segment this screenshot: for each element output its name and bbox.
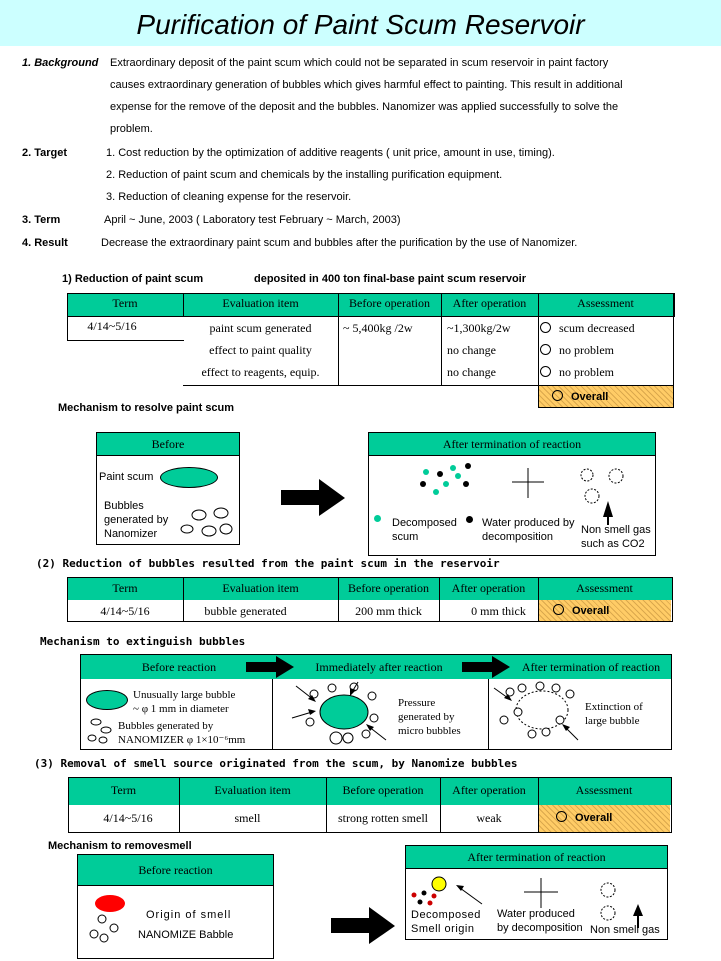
nanomizer-bubbles-icon bbox=[170, 500, 240, 542]
background-line: causes extraordinary generation of bubbles which gives harmful effect to painting. This result in additional bbox=[110, 79, 623, 91]
divider bbox=[338, 293, 339, 385]
mech3-after-header: After termination of reaction bbox=[405, 845, 668, 869]
section3-after: weak bbox=[476, 811, 502, 825]
assessment-text: scum decreased bbox=[559, 321, 635, 335]
section1-header-term: Term bbox=[112, 296, 138, 310]
non-smell-gas-label: Non smell gas bbox=[590, 924, 660, 936]
decomposed-scum-dots-icon bbox=[418, 462, 478, 500]
section2-header-assessment: Assessment bbox=[576, 581, 633, 595]
water-cross-icon bbox=[512, 468, 544, 500]
mech2-header-before: Before reaction bbox=[141, 660, 217, 674]
target-item: 1. Cost reduction by the optimization of additive reagents ( unit price, amount in use, timing). bbox=[106, 147, 555, 159]
section3-header-item: Evaluation item bbox=[214, 783, 291, 797]
section2-after: 0 mm thick bbox=[471, 604, 526, 618]
large-bubble-label bbox=[133, 688, 235, 716]
small-bubbles-icon bbox=[86, 718, 116, 744]
section3-overall bbox=[556, 811, 612, 824]
assessment-text: no problem bbox=[559, 365, 614, 379]
section1-header-after: After operation bbox=[452, 296, 527, 310]
large-bubble-line: ~ φ 1 mm in diameter bbox=[133, 703, 229, 715]
decomposed-smell-icon bbox=[410, 874, 485, 908]
bubbles-label-line: generated by bbox=[104, 514, 169, 526]
mech2-header-after: After termination of reaction bbox=[521, 660, 661, 674]
background-line: problem. bbox=[110, 123, 153, 135]
target-item: 2. Reduction of paint scum and chemicals by the installing purification equipment. bbox=[106, 169, 503, 181]
water-line: Water produced by bbox=[482, 517, 575, 529]
arrow-right-icon bbox=[462, 656, 512, 678]
target-list bbox=[106, 142, 706, 208]
pressure-line: Pressure bbox=[398, 697, 436, 709]
bubbles-label-line: Bubbles bbox=[104, 500, 144, 512]
term-text: April ~ June, 2003 ( Laboratory test February ~ March, 2003) bbox=[104, 214, 401, 226]
divider bbox=[272, 679, 273, 749]
decomposed-line: scum bbox=[392, 531, 419, 543]
section2-header-term: Term bbox=[112, 581, 138, 595]
circle-icon bbox=[552, 390, 563, 401]
section1-overall bbox=[552, 390, 608, 403]
decomposed-smell-line: Smell origin bbox=[411, 923, 475, 935]
gas-label bbox=[581, 523, 651, 551]
water-legend-icon bbox=[466, 516, 473, 523]
smell-origin-icon bbox=[95, 895, 125, 912]
section1-assessment bbox=[540, 317, 635, 383]
target-label: 2. Target bbox=[22, 147, 68, 159]
term-label: 3. Term bbox=[22, 214, 61, 226]
extinction-label bbox=[585, 700, 643, 728]
decomposed-smell-label bbox=[411, 908, 481, 936]
result-text: Decrease the extraordinary paint scum and bubbles after the purification by the use of Nanomizer. bbox=[101, 237, 578, 249]
background-label: 1. Background bbox=[22, 57, 99, 69]
divider bbox=[538, 407, 674, 408]
arrow-right-icon bbox=[331, 907, 397, 945]
pressure-line: micro bubbles bbox=[398, 725, 461, 737]
background-text bbox=[110, 52, 710, 140]
section3-item: smell bbox=[234, 811, 261, 825]
section1-header-before: Before operation bbox=[349, 296, 430, 310]
circle-icon bbox=[556, 811, 567, 822]
mech3-before-header: Before reaction bbox=[77, 854, 274, 886]
section2-header-item: Evaluation item bbox=[222, 581, 299, 595]
section3-term: 4/14~5/16 bbox=[103, 811, 153, 825]
bubbles-label bbox=[104, 499, 168, 541]
gas-line: Non smell gas bbox=[581, 524, 651, 536]
decomposed-legend-icon bbox=[374, 515, 381, 522]
large-bubble-icon bbox=[86, 690, 128, 710]
section3-header-assessment: Assessment bbox=[575, 783, 633, 797]
divider bbox=[673, 293, 674, 408]
babble-label: NANOMIZE Babble bbox=[138, 929, 234, 941]
large-bubble-line: Unusually large bubble bbox=[133, 689, 236, 701]
target-item: 3. Reduction of cleaning expense for the reservoir. bbox=[106, 191, 352, 203]
section1-header-item: Evaluation item bbox=[222, 296, 299, 310]
section1-item: paint scum generated bbox=[209, 321, 312, 335]
section3-before: strong rotten smell bbox=[338, 811, 428, 825]
extinction-diagram-icon bbox=[492, 682, 584, 748]
section1-item: effect to paint quality bbox=[209, 343, 312, 357]
mech2-header-immediately: Immediately after reaction bbox=[315, 660, 443, 674]
section2-header-before: Before operation bbox=[348, 581, 429, 595]
gas-bubbles-icon bbox=[575, 465, 635, 525]
divider bbox=[488, 679, 489, 749]
mech1-after-header: After termination of reaction bbox=[368, 432, 656, 456]
background-line: Extraordinary deposit of the paint scum which could not be separated in scum reservoir in paint factory bbox=[110, 57, 609, 69]
section2-overall bbox=[553, 604, 609, 617]
water-smell-line: Water produced bbox=[497, 908, 575, 920]
overall-text: Overall bbox=[571, 391, 609, 403]
nano-bubbles-line: Bubbles generated by bbox=[118, 720, 214, 732]
section2-heading: (2) Reduction of bubbles resulted from the paint scum in the reservoir bbox=[36, 557, 500, 570]
circle-icon bbox=[540, 322, 551, 333]
decomposed-smell-line: Decomposed bbox=[411, 909, 481, 921]
circle-icon bbox=[540, 366, 551, 377]
circle-icon bbox=[540, 344, 551, 355]
circle-icon bbox=[553, 604, 564, 615]
divider bbox=[183, 293, 184, 317]
overall-text: Overall bbox=[575, 812, 613, 824]
assessment-text: no problem bbox=[559, 343, 614, 357]
paint-scum-icon bbox=[160, 467, 218, 488]
mech1-heading: Mechanism to resolve paint scum bbox=[58, 402, 235, 414]
section1-before: ~ 5,400kg /2w bbox=[343, 321, 413, 335]
water-smell-line: by decomposition bbox=[497, 922, 583, 934]
divider bbox=[183, 385, 539, 386]
section1-items bbox=[183, 317, 338, 383]
section2-header-after: After operation bbox=[451, 581, 526, 595]
nano-bubbles-line: NANOMIZER φ 1×10⁻⁶mm bbox=[118, 734, 246, 746]
extinction-line: Extinction of bbox=[585, 701, 643, 713]
water-smell-label bbox=[497, 907, 583, 935]
pressure-label bbox=[398, 696, 461, 738]
water-label bbox=[482, 516, 575, 544]
section1-after bbox=[447, 317, 511, 383]
origin-label: Origin of smell bbox=[146, 909, 232, 921]
pressure-line: generated by bbox=[398, 711, 455, 723]
paint-scum-label: Paint scum bbox=[99, 471, 154, 483]
assessment-row bbox=[540, 317, 635, 339]
section2-term: 4/14~5/16 bbox=[100, 604, 150, 618]
section1-term: 4/14~5/16 bbox=[87, 319, 137, 333]
background-line: expense for the remove of the deposit and the bubbles. Nanomizer was applied successfully to solve the bbox=[110, 101, 619, 113]
water-cross-icon bbox=[524, 878, 558, 908]
arrow-right-icon bbox=[246, 656, 296, 678]
section1-header-assessment: Assessment bbox=[577, 296, 634, 310]
page-title: Purification of Paint Scum Reservoir bbox=[0, 0, 721, 46]
section3-header-before: Before operation bbox=[342, 783, 424, 797]
section1-after-value: ~1,300kg/2w bbox=[447, 321, 511, 335]
arrow-right-icon bbox=[281, 479, 347, 517]
assessment-row bbox=[540, 361, 635, 383]
divider bbox=[441, 293, 442, 385]
mech3-heading: Mechanism to removesmell bbox=[48, 840, 192, 852]
decomposed-label bbox=[392, 516, 457, 544]
mech2-heading: Mechanism to extinguish bubbles bbox=[40, 635, 246, 648]
decomposed-line: Decomposed bbox=[392, 517, 457, 529]
water-line: decomposition bbox=[482, 531, 553, 543]
mech1-before-header: Before bbox=[96, 432, 240, 456]
result-label: 4. Result bbox=[22, 237, 68, 249]
gas-line: such as CO2 bbox=[581, 538, 645, 550]
nano-bubbles-label bbox=[118, 719, 245, 747]
bubbles-label-line: Nanomizer bbox=[104, 528, 158, 540]
section1-heading: 1) Reduction of paint scum bbox=[62, 273, 204, 285]
section3-header-after: After operation bbox=[452, 783, 526, 797]
section2-item: bubble generated bbox=[204, 604, 287, 618]
section2-before: 200 mm thick bbox=[355, 604, 422, 618]
section3-heading: (3) Removal of smell source originated from the scum, by Nanomize bubbles bbox=[34, 757, 518, 770]
section1-after-value: no change bbox=[447, 343, 496, 357]
section3-header-term: Term bbox=[110, 783, 137, 797]
section1-after-value: no change bbox=[447, 365, 496, 379]
nanomize-bubbles-icon bbox=[88, 914, 122, 944]
section1-subheading: deposited in 400 ton final-base paint scum reservoir bbox=[254, 273, 527, 285]
assessment-row bbox=[540, 339, 635, 361]
pressure-diagram-icon bbox=[292, 682, 392, 748]
section1-item: effect to reagents, equip. bbox=[201, 365, 320, 379]
overall-text: Overall bbox=[572, 605, 610, 617]
extinction-line: large bubble bbox=[585, 715, 640, 727]
